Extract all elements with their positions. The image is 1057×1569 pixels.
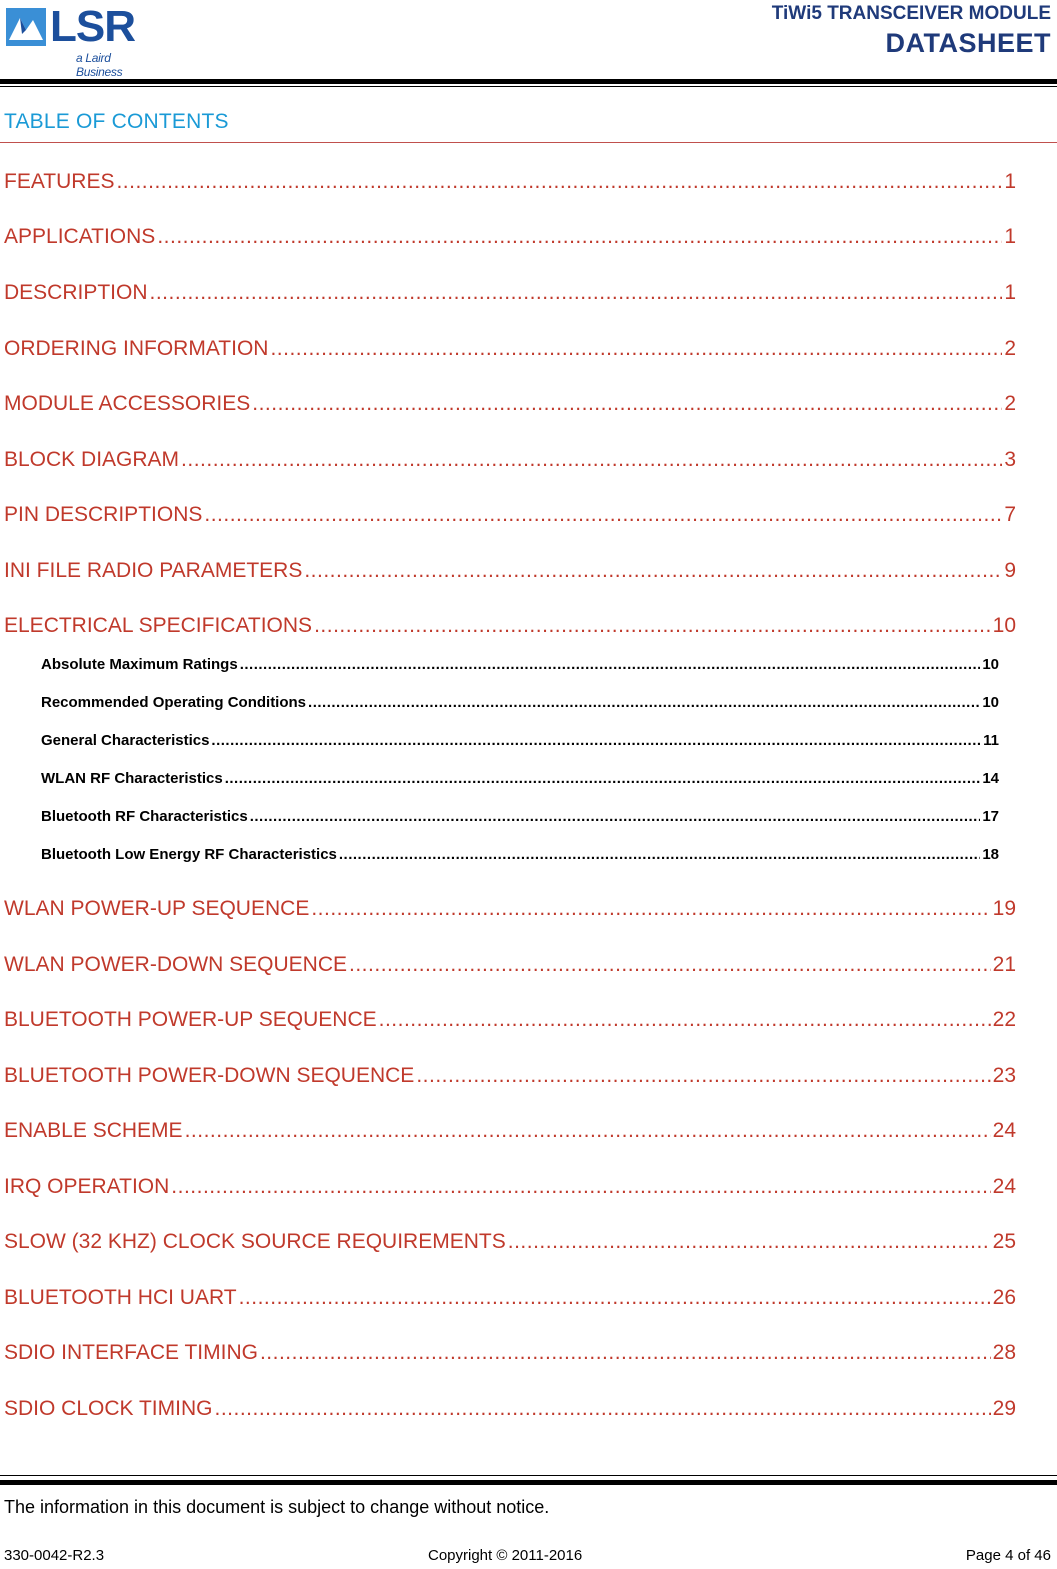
toc-subentry-wlan-rf-characteristics[interactable] [41, 770, 999, 790]
toc-entry-irq-operation[interactable] [4, 1175, 1016, 1203]
toc-entry-page: 1 [1004, 170, 1016, 193]
toc-entry-ordering-information[interactable] [4, 337, 1016, 365]
toc-leader-dots [185, 1119, 991, 1143]
document-title [772, 2, 1051, 60]
toc-entry-page: 24 [992, 1175, 1016, 1198]
toc-entry-page: 2 [1004, 337, 1016, 360]
toc-leader-dots [304, 559, 1002, 583]
toc-entry-title: INI FILE RADIO PARAMETERS [4, 559, 303, 582]
toc-leader-dots [157, 225, 1002, 249]
toc-entry-slow-clock-source-requirements[interactable] [4, 1230, 1016, 1258]
toc-entry-page: 19 [992, 897, 1016, 920]
toc-leader-dots [211, 732, 981, 749]
header-rule-thin [0, 86, 1057, 87]
toc-heading: TABLE OF CONTENTS [4, 110, 229, 133]
toc-entry-page: 29 [992, 1397, 1016, 1420]
toc-leader-dots [270, 337, 1002, 361]
logo-subtext: a Laird Business [76, 51, 123, 79]
toc-entry-page: 22 [992, 1008, 1016, 1031]
toc-leader-dots [250, 808, 981, 825]
toc-entry-title: SDIO CLOCK TIMING [4, 1397, 213, 1420]
toc-entry-title: Bluetooth Low Energy RF Characteristics [41, 846, 337, 863]
toc-entry-page: 1 [1004, 281, 1016, 304]
footer-page-number: Page 4 of 46 [965, 1547, 1051, 1564]
toc-entry-module-accessories[interactable] [4, 392, 1016, 420]
toc-subentry-general-characteristics[interactable] [41, 732, 999, 752]
lsr-logo [6, 2, 156, 79]
toc-leader-dots [240, 656, 981, 673]
toc-leader-dots [204, 503, 1002, 527]
toc-leader-dots [260, 1341, 991, 1365]
toc-entry-title: MODULE ACCESSORIES [4, 392, 251, 415]
toc-entry-title: SLOW (32 KHZ) CLOCK SOURCE REQUIREMENTS [4, 1230, 506, 1253]
toc-entry-title: General Characteristics [41, 732, 210, 749]
toc-leader-dots [308, 694, 980, 711]
toc-entry-ini-file-radio-parameters[interactable] [4, 559, 1016, 587]
toc-leader-dots [116, 170, 1002, 194]
toc-entry-page: 2 [1004, 392, 1016, 415]
toc-leader-dots [225, 770, 981, 787]
toc-entry-page: 26 [992, 1286, 1016, 1309]
toc-entry-title: DESCRIPTION [4, 281, 148, 304]
toc-entry-bluetooth-power-up-sequence[interactable] [4, 1008, 1016, 1036]
toc-heading-rule [0, 142, 1057, 143]
toc-leader-dots [239, 1286, 991, 1310]
toc-leader-dots [311, 897, 990, 921]
toc-entry-title: ORDERING INFORMATION [4, 337, 269, 360]
toc-entry-bluetooth-power-down-sequence[interactable] [4, 1064, 1016, 1092]
toc-entry-title: BLOCK DIAGRAM [4, 448, 180, 471]
toc-leader-dots [508, 1230, 991, 1254]
document-title-line2: DATASHEET [885, 28, 1051, 58]
toc-entry-title: BLUETOOTH POWER-UP SEQUENCE [4, 1008, 377, 1031]
toc-subentry-absolute-maximum-ratings[interactable] [41, 656, 999, 676]
header-rule-thick [0, 79, 1057, 84]
toc-entry-sdio-clock-timing[interactable] [4, 1397, 1016, 1425]
toc-entry-title: WLAN POWER-UP SEQUENCE [4, 897, 310, 920]
toc-leader-dots [150, 281, 1003, 305]
toc-entry-title: FEATURES [4, 170, 115, 193]
toc-entry-page: 23 [992, 1064, 1016, 1087]
toc-entry-title: Bluetooth RF Characteristics [41, 808, 248, 825]
toc-entry-page: 28 [992, 1341, 1016, 1364]
toc-entry-page: 17 [982, 808, 999, 825]
toc-entry-applications[interactable] [4, 225, 1016, 253]
document-title-line1: TiWi5 TRANSCEIVER MODULE [771, 3, 1051, 24]
toc-entry-bluetooth-hci-uart[interactable] [4, 1286, 1016, 1314]
toc-subentry-recommended-operating-conditions[interactable] [41, 694, 999, 714]
toc-entry-title: Recommended Operating Conditions [41, 694, 307, 711]
footer-copyright: Copyright © 2011-2016 [428, 1547, 583, 1564]
toc-entry-title: BLUETOOTH HCI UART [4, 1286, 237, 1309]
toc-entry-electrical-specifications[interactable] [4, 614, 1016, 642]
toc-entry-title: ELECTRICAL SPECIFICATIONS [4, 614, 313, 637]
lsr-logo-mark-icon [6, 8, 48, 48]
toc-entry-page: 25 [992, 1230, 1016, 1253]
toc-entry-title: APPLICATIONS [4, 225, 156, 248]
toc-leader-dots [416, 1064, 990, 1088]
toc-entry-title: SDIO INTERFACE TIMING [4, 1341, 258, 1364]
footer-rule-thin [0, 1475, 1057, 1476]
toc-entry-title: IRQ OPERATION [4, 1175, 170, 1198]
footer-rule-thick [0, 1480, 1057, 1485]
footer-doc-number: 330-0042-R2.3 [4, 1547, 105, 1564]
toc-subentry-bluetooth-low-energy-rf-characteristics[interactable] [41, 846, 999, 866]
toc-entry-page: 1 [1004, 225, 1016, 248]
toc-entry-page: 10 [992, 614, 1016, 637]
toc-leader-dots [252, 392, 1002, 416]
toc-leader-dots [171, 1175, 990, 1199]
logo-wordmark: LSR [50, 2, 135, 51]
toc-entry-page: 3 [1004, 448, 1016, 471]
toc-entry-page: 24 [992, 1119, 1016, 1142]
toc-entry-features[interactable] [4, 170, 1016, 198]
toc-entry-block-diagram[interactable] [4, 448, 1016, 476]
toc-subentry-bluetooth-rf-characteristics[interactable] [41, 808, 999, 828]
toc-leader-dots [314, 614, 991, 638]
toc-entry-title: WLAN RF Characteristics [41, 770, 223, 787]
toc-entry-title: WLAN POWER-DOWN SEQUENCE [4, 953, 348, 976]
toc-leader-dots [181, 448, 1002, 472]
toc-entry-page: 18 [982, 846, 999, 863]
toc-entry-page: 10 [982, 656, 999, 673]
toc-entry-description[interactable] [4, 281, 1016, 309]
toc-leader-dots [214, 1397, 990, 1421]
toc-entry-title: BLUETOOTH POWER-DOWN SEQUENCE [4, 1064, 415, 1087]
toc-entry-enable-scheme[interactable] [4, 1119, 1016, 1147]
toc-leader-dots [339, 846, 980, 863]
toc-entry-page: 7 [1004, 503, 1016, 526]
toc-entry-page: 11 [983, 732, 999, 749]
toc-entry-wlan-power-down-sequence[interactable] [4, 953, 1016, 981]
toc-entry-wlan-power-up-sequence[interactable] [4, 897, 1016, 925]
page-header [0, 0, 1057, 90]
footer-notice: The information in this document is subject to change without notice. [4, 1497, 550, 1517]
toc-leader-dots [349, 953, 991, 977]
toc-entry-page: 21 [992, 953, 1016, 976]
toc-entry-title: ENABLE SCHEME [4, 1119, 183, 1142]
toc-leader-dots [379, 1008, 991, 1032]
toc-entry-pin-descriptions[interactable] [4, 503, 1016, 531]
toc-entry-sdio-interface-timing[interactable] [4, 1341, 1016, 1369]
toc-entry-page: 14 [982, 770, 999, 787]
toc-entry-page: 9 [1004, 559, 1016, 582]
toc-entry-page: 10 [982, 694, 999, 711]
toc-entry-title: PIN DESCRIPTIONS [4, 503, 203, 526]
toc-entry-title: Absolute Maximum Ratings [41, 656, 238, 673]
